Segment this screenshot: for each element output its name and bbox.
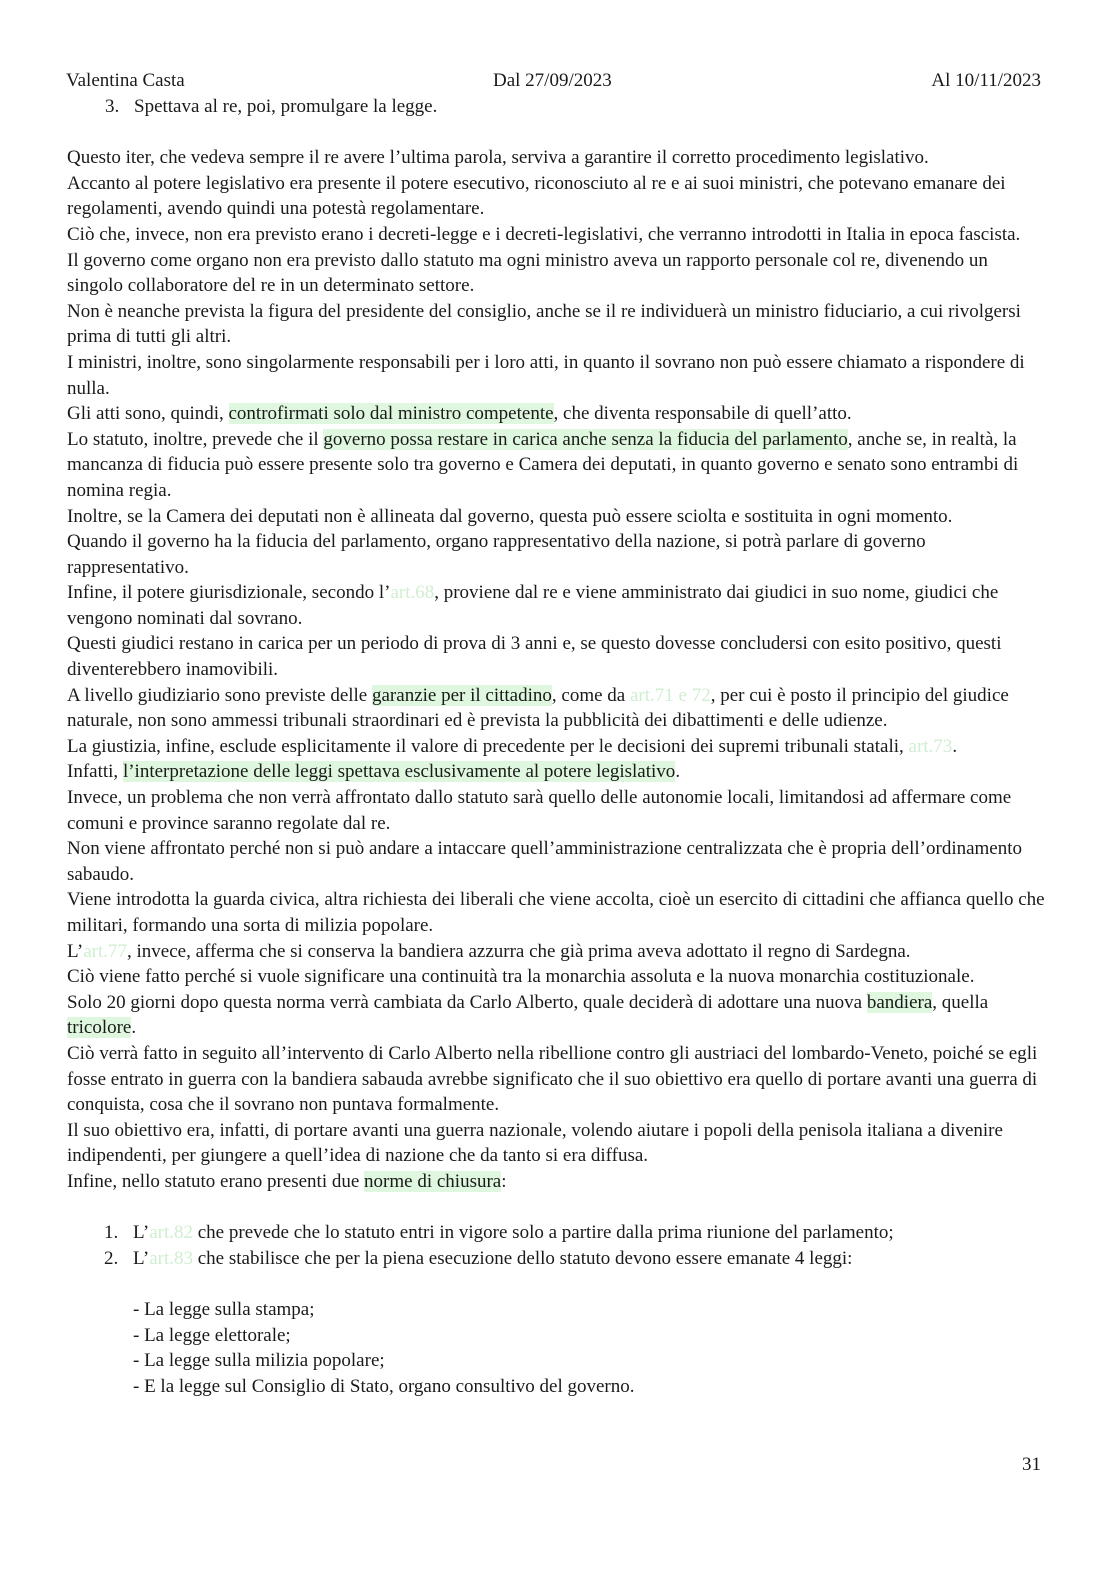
laws-list bbox=[67, 1297, 1045, 1399]
paragraph: Gli atti sono, quindi, controfirmati solo dal ministro competente, che diventa responsabile di quell’atto. bbox=[67, 403, 852, 425]
paragraph: Questi giudici restano in carica per un periodo di prova di 3 anni e, se questo dovesse concludersi con esito positivo, questi diventerebbero inamovibili. bbox=[67, 633, 1002, 681]
author-name: Valentina Casta bbox=[66, 70, 185, 91]
paragraph: Solo 20 giorni dopo questa norma verrà cambiata da Carlo Alberto, quale deciderà di adottare una nuova bandiera, quella tricolore. bbox=[67, 991, 989, 1039]
paragraph: Ciò viene fatto perché si vuole significare una continuità tra la monarchia assoluta e la nuova monarchia costituzionale. bbox=[67, 966, 975, 988]
paragraph: L’art.77, invece, afferma che si conserva la bandiera azzurra che già prima aveva adottato il regno di Sardegna. bbox=[67, 940, 911, 962]
highlight: tricolore bbox=[67, 1017, 132, 1039]
paragraph: Infine, il potere giurisdizionale, secondo l’art.68, proviene dal re e viene amministrato dai giudici in suo nome, giudici che vengono nominati dal sovrano. bbox=[67, 582, 999, 629]
paragraph: I ministri, inoltre, sono singolarmente responsabili per i loro atti, in quanto il sovrano non può essere chiamato a rispondere di nulla. bbox=[67, 351, 1025, 399]
paragraph: Questo iter, che vedeva sempre il re avere l’ultima parola, serviva a garantire il corretto procedimento legislativo. bbox=[67, 147, 929, 169]
page-header bbox=[66, 68, 1041, 94]
law-item: - La legge elettorale; bbox=[133, 1324, 291, 1346]
paragraph: Quando il governo ha la fiducia del parlamento, organo rappresentativo della nazione, si potrà parlare di governo rappresentativo. bbox=[67, 531, 926, 578]
paragraph: Ciò verrà fatto in seguito all’intervento di Carlo Alberto nella ribellione contro gli austriaci del lombardo-Veneto, poiché se egli fosse entrato in guerra con la bandiera sabauda avrebbe significato che il suo obiettivo era quello di portare avanti una guerra di conquista, cosa che il sovrano non puntava formalmente. bbox=[67, 1042, 1038, 1116]
law-item: - E la legge sul Consiglio di Stato, organo consultivo del governo. bbox=[133, 1375, 635, 1397]
article-reference: art.77 bbox=[83, 940, 127, 962]
list-item-text: Spettava al re, poi, promulgare la legge. bbox=[134, 96, 438, 117]
law-item: - La legge sulla stampa; bbox=[133, 1298, 315, 1320]
list-number: 2. bbox=[104, 1247, 119, 1269]
paragraph: Lo statuto, inoltre, prevede che il governo possa restare in carica anche senza la fiducia del parlamento, anche se, in realtà, la mancanza di fiducia può essere presente solo tra governo e Camera dei deputati, in quanto governo e senato sono entrambi di nomina regia. bbox=[67, 428, 1019, 501]
paragraph: Invece, un problema che non verrà affrontato dallo statuto sarà quello delle autonomie locali, limitandosi ad affermare come comuni e province saranno regolate dal re. bbox=[67, 787, 1012, 834]
highlight: governo possa restare in carica anche senza la fiducia del parlamento bbox=[323, 428, 848, 450]
list-item: 2. L’art.83 che stabilisce che per la piena esecuzione dello statuto devono essere emanate 4 leggi: bbox=[67, 1246, 1045, 1272]
paragraph: A livello giudiziario sono previste delle garanzie per il cittadino, come da art.71 e 72, per cui è posto il principio del giudice naturale, non sono ammessi tribunali straordinari ed è prevista la pubblicità dei dibattimenti e delle udienze. bbox=[67, 684, 1009, 732]
highlight: controfirmati solo dal ministro competente bbox=[228, 403, 554, 425]
highlight: garanzie per il cittadino bbox=[372, 684, 552, 706]
paragraph: Inoltre, se la Camera dei deputati non è allineata dal governo, questa può essere sciolta e sostituita in ogni momento. bbox=[67, 505, 953, 527]
highlight: norme di chiusura bbox=[364, 1170, 502, 1192]
article-reference: art.82 bbox=[149, 1222, 193, 1244]
paragraph: Il suo obiettivo era, infatti, di portare avanti una guerra nazionale, volendo aiutare i popoli della penisola italiana a divenire indipendenti, per giungere a quell’idea di nazione che da tanto si era diffusa. bbox=[67, 1119, 1003, 1167]
paragraph: Ciò che, invece, non era previsto erano i decreti-legge e i decreti-legislativi, che verranno introdotti in Italia in epoca fascista. bbox=[67, 223, 1021, 245]
article-reference: art.83 bbox=[149, 1247, 193, 1269]
paragraph: Non è neanche prevista la figura del presidente del consiglio, anche se il re individuerà un ministro fiduciario, a cui rivolgersi prima di tutti gli altri. bbox=[67, 300, 1021, 348]
page-number: 31 bbox=[1022, 1454, 1041, 1475]
paragraph: Il governo come organo non era previsto dallo statuto ma ogni ministro aveva un rapporto personale col re, divenendo un singolo collaboratore del re in un determinato settore. bbox=[67, 249, 988, 297]
paragraph: Viene introdotta la guarda civica, altra richiesta dei liberali che viene accolta, cioè un esercito di cittadini che affianca quello che militari, formando una sorta di milizia popolare. bbox=[67, 889, 1045, 936]
list-number: 1. bbox=[104, 1222, 119, 1244]
paragraph: La giustizia, infine, esclude esplicitamente il valore di precedente per le decisioni dei supremi tribunali statali, art.73. bbox=[67, 735, 958, 757]
document-body bbox=[67, 94, 1045, 1399]
paragraph: Infine, nello statuto erano presenti due norme di chiusura: bbox=[67, 1170, 507, 1192]
list-number: 3. bbox=[105, 96, 120, 117]
highlight: l’interpretazione delle leggi spettava esclusivamente al potere legislativo bbox=[122, 761, 676, 783]
article-reference: art.71 e 72 bbox=[629, 684, 711, 706]
article-reference: art.68 bbox=[390, 582, 435, 604]
paragraph: Infatti, l’interpretazione delle leggi spettava esclusivamente al potere legislativo. bbox=[67, 761, 681, 783]
highlight: bandiera bbox=[866, 991, 933, 1013]
paragraph: Accanto al potere legislativo era presente il potere esecutivo, riconosciuto al re e ai suoi ministri, che potevano emanare dei regolamenti, avendo quindi una potestà regolamentare. bbox=[67, 172, 1006, 220]
list-item: 1. L’art.82 che prevede che lo statuto entri in vigore solo a partire dalla prima riunione del parlamento; bbox=[67, 1220, 1045, 1246]
intro-list-item bbox=[67, 94, 1045, 120]
end-date: Al 10/11/2023 bbox=[931, 70, 1041, 91]
start-date: Dal 27/09/2023 bbox=[493, 70, 612, 91]
law-item: - La legge sulla milizia popolare; bbox=[133, 1350, 385, 1372]
article-reference: art.73 bbox=[908, 735, 953, 757]
paragraph: Non viene affrontato perché non si può andare a intaccare quell’amministrazione centralizzata che è propria dell’ordinamento sabaudo. bbox=[67, 838, 1023, 885]
